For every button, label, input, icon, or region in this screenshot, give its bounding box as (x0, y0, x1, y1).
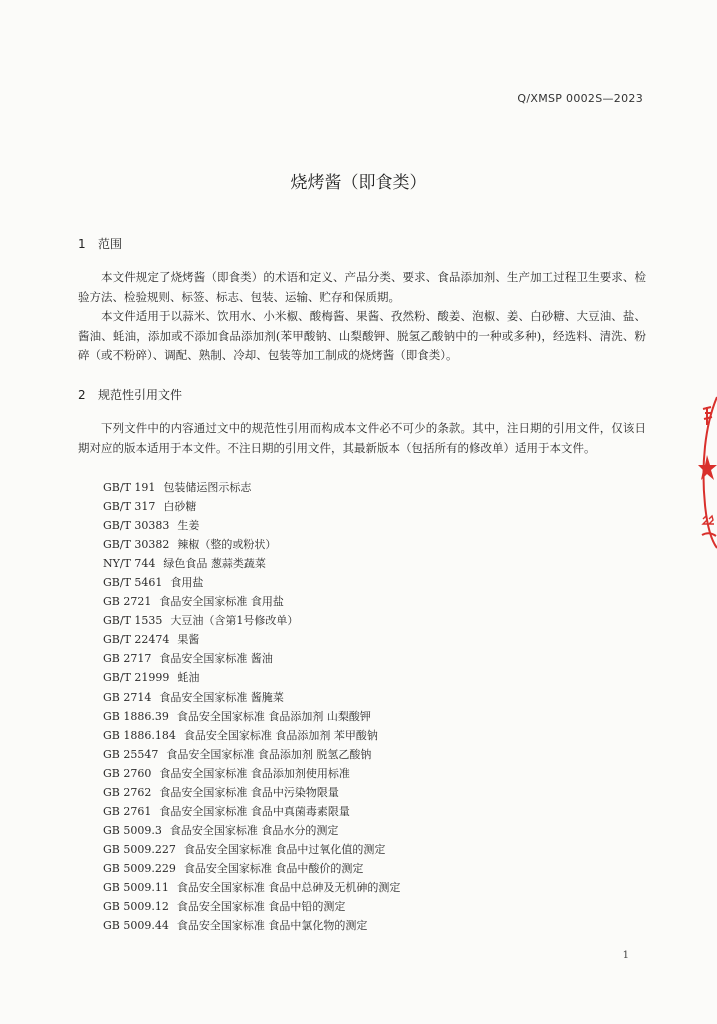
reference-name: 食品安全国家标准 食品中铅的测定 (176, 900, 346, 914)
reference-item (103, 592, 400, 611)
reference-name: 包装储运图示标志 (163, 481, 252, 494)
reference-code: GB/T 191 (103, 481, 156, 494)
reference-name: 蚝油 (177, 671, 200, 685)
reference-code: GB 2762 (103, 785, 152, 799)
reference-item (103, 821, 400, 840)
reference-code: GB 5009.11 (103, 880, 169, 894)
reference-code: GB/T 30383 (103, 519, 170, 533)
reference-item (103, 554, 400, 573)
reference-name: 食品安全国家标准 食品中氯化物的测定 (176, 919, 368, 933)
reference-name: 果酱 (177, 633, 200, 647)
reference-item (103, 916, 400, 935)
reference-code: GB/T 30382 (103, 538, 170, 552)
reference-item (103, 573, 400, 592)
document-code: Q/XMSP 0002S—2023 (517, 92, 643, 105)
reference-item (103, 668, 400, 687)
section-number: 1 (78, 237, 86, 251)
reference-code: GB 5009.44 (103, 919, 169, 933)
reference-item (103, 535, 400, 554)
reference-code: GB 2721 (103, 595, 152, 609)
section-title: 规范性引用文件 (98, 388, 183, 402)
reference-code: GB 1886.184 (103, 728, 176, 742)
scope-paragraph-1: 本文件规定了烧烤酱（即食类）的术语和定义、产品分类、要求、食品添加剂、生产加工过程卫生要求、检验方法、检验规则、标签、标志、包装、运输、贮存和保质期。 (78, 270, 646, 304)
reference-name: 食品安全国家标准 食品添加剂 山梨酸钾 (176, 709, 371, 723)
reference-name: 食品安全国家标准 食品中过氧化值的测定 (183, 842, 386, 856)
reference-code: NY/T 744 (103, 557, 156, 571)
reference-name: 食品安全国家标准 酱油 (159, 652, 273, 666)
reference-code: GB 1886.39 (103, 709, 169, 723)
seal-stamp-icon (697, 395, 717, 550)
reference-code: GB 5009.229 (103, 861, 176, 875)
reference-code: GB/T 22474 (103, 633, 170, 647)
reference-code: GB/T 1535 (103, 614, 163, 628)
reference-code: GB/T 21999 (103, 671, 170, 685)
page-title: 烧烤酱（即食类） (290, 173, 427, 193)
section-heading-scope (78, 235, 122, 252)
reference-name: 食品安全国家标准 食品添加剂 苯甲酸钠 (183, 728, 378, 742)
reference-name: 食品安全国家标准 酱腌菜 (159, 690, 284, 704)
reference-item (103, 745, 400, 764)
reference-item (103, 878, 400, 897)
reference-item (103, 649, 400, 668)
reference-code: GB/T 317 (103, 500, 156, 514)
reference-name: 食品安全国家标准 食品添加剂 脱氢乙酸钠 (166, 747, 372, 761)
reference-name: 大豆油（含第1号修改单） (170, 614, 299, 628)
reference-code: GB/T 5461 (103, 576, 163, 590)
reference-item (103, 516, 400, 535)
reference-code: GB 5009.12 (103, 900, 169, 914)
reference-item (103, 859, 400, 878)
reference-list (103, 478, 400, 935)
reference-name: 食品安全国家标准 食品中真菌毒素限量 (159, 804, 350, 818)
section-title: 范围 (98, 237, 123, 251)
section-number: 2 (78, 388, 86, 402)
reference-name: 白砂糖 (163, 500, 197, 514)
reference-code: GB 2761 (103, 804, 152, 818)
reference-name: 辣椒（整的或粉状） (177, 538, 277, 552)
reference-item (103, 897, 400, 916)
reference-name: 绿色食品 葱蒜类蔬菜 (163, 557, 266, 571)
reference-name: 食品安全国家标准 食品中污染物限量 (159, 785, 339, 799)
reference-code: GB 25547 (103, 747, 159, 761)
reference-code: GB 2717 (103, 652, 152, 666)
reference-code: GB 2714 (103, 690, 152, 704)
reference-name: 食品安全国家标准 食品中酸价的测定 (183, 861, 364, 875)
seal-bottom-mark (702, 533, 716, 536)
reference-name: 食品安全国家标准 食品添加剂使用标准 (159, 766, 350, 780)
section-heading-normative-references (78, 386, 182, 403)
reference-item (103, 764, 400, 783)
scope-paragraph-2: 本文件适用于以蒜米、饮用水、小米椒、酸梅酱、果酱、孜然粉、酸姜、泡椒、姜、白砂糖、大豆油、盐、酱油、蚝油，添加或不添加食品添加剂(苯甲酸钠、山梨酸钾、脱氢乙酸钠中的一种或多种)，经选料、清洗、粉碎（或不粉碎）、调配、熟制、冷却、包装等加工制成的烧烤酱（即食类）。 (78, 309, 646, 362)
reference-code: GB 5009.3 (103, 823, 162, 837)
seal-star-icon (698, 455, 717, 480)
reference-item (103, 497, 400, 516)
reference-item (103, 630, 400, 649)
reference-item (103, 726, 400, 745)
reference-code: GB 5009.227 (103, 842, 176, 856)
page-number: 1 (622, 950, 629, 961)
reference-name: 食用盐 (170, 576, 204, 590)
reference-item (103, 707, 400, 726)
reference-item (103, 840, 400, 859)
reference-item (103, 802, 400, 821)
reference-name: 生姜 (177, 519, 200, 533)
reference-item (103, 478, 400, 497)
reference-item (103, 783, 400, 802)
reference-item (103, 611, 400, 630)
references-intro-paragraph: 下列文件中的内容通过文中的规范性引用而构成本文件必不可少的条款。其中，注日期的引用文件，仅该日期对应的版本适用于本文件。不注日期的引用文件，其最新版本（包括所有的修改单）适用于本文件。 (78, 421, 646, 455)
reference-name: 食品安全国家标准 食用盐 (159, 595, 284, 609)
reference-name: 食品安全国家标准 食品中总砷及无机砷的测定 (176, 880, 401, 894)
reference-item (103, 688, 400, 707)
reference-code: GB 2760 (103, 766, 152, 780)
reference-name: 食品安全国家标准 食品水分的测定 (169, 823, 339, 837)
